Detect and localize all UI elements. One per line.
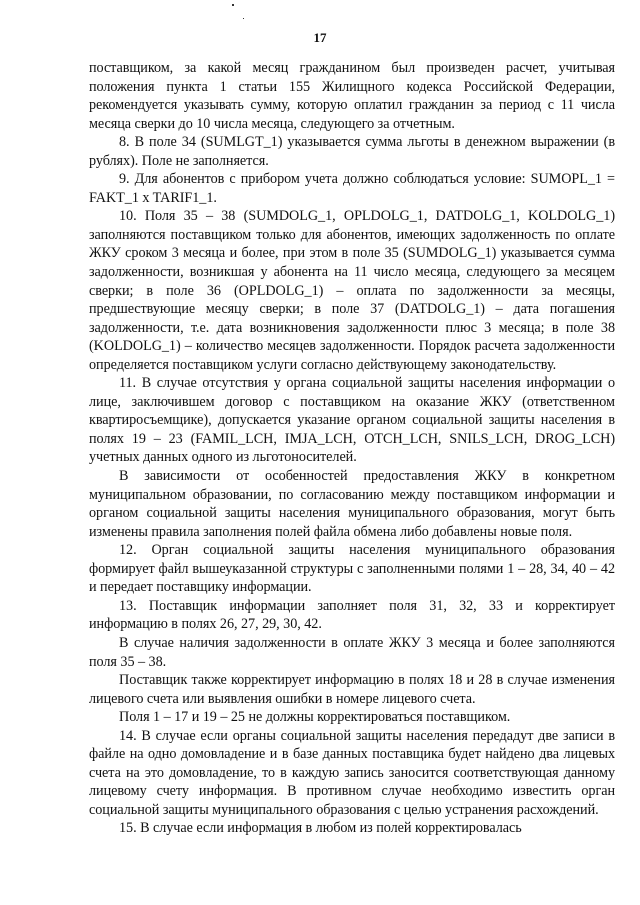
paragraph: В зависимости от особенностей предоставления ЖКУ в конкретном муниципальном образовании, по согласованию между поставщиком информации и органом социальной защиты населения муниципального образования, могут быть изменены правила заполнения полей файла обмена либо добавлены новые поля. — [89, 468, 615, 540]
paragraph: 15. В случае если информация в любом из полей корректировалась — [119, 820, 522, 837]
paragraph: 8. В поле 34 (SUMLGT_1) указывается сумма льготы в денежном выражении (в рублях). Поле не заполняется. — [89, 134, 615, 169]
scan-dot — [243, 18, 244, 19]
paragraph: Поставщик также корректирует информацию в полях 18 и 28 в случае изменения лицевого счета или выявления ошибки в номере лицевого счета. — [89, 672, 615, 707]
paragraph: 11. В случае отсутствия у органа социальной защиты населения информации о лице, заключившем договор с поставщиком на оказание ЖКУ (ответственном квартиросъемщике), допускается указание органом социальной защиты населения в полях 19 – 23 (FAMIL_LCH, IMJA_LCH, OTCH_LCH, SNILS_LCH, DROG_LCH) учетных данных одного из льготоносителей. — [89, 375, 615, 466]
scan-dot — [232, 4, 234, 6]
paragraph: 12. Орган социальной защиты населения муниципального образования формирует файл вышеуказанной структуры с заполненными полями 1 – 28, 34, 40 – 42 и передает поставщику информации. — [89, 542, 615, 596]
document-body — [89, 59, 615, 838]
paragraph: поставщиком, за какой месяц гражданином был произведен расчет, учитывая положения пункта 1 статьи 155 Жилищного кодекса Российской Федерации, рекомендуется указывать сумму, которую оплатил гражданин за период с 11 числа месяца сверки до 10 числа месяца, следующего за отчетным. — [89, 60, 615, 132]
page-number: 17 — [313, 30, 327, 45]
paragraph: Поля 1 – 17 и 19 – 25 не должны корректироваться поставщиком. — [119, 709, 511, 726]
paragraph: В случае наличия задолженности в оплате ЖКУ 3 месяца и более заполняются поля 35 – 38. — [89, 634, 615, 670]
paragraph: 10. Поля 35 – 38 (SUMDOLG_1, OPLDOLG_1, DATDOLG_1, KOLDOLG_1) заполняются поставщиком только для абонентов, имеющих задолженность по оплате ЖКУ сроком 3 месяца и более, при этом в поле 35 (SUMDOLG_1) указывается сумма задолженности, возникшая у абонента на 11 число месяца, следующего за месяцем сверки; в поле 36 (OPLDOLG_1) – оплата по задолженности за месяцы, предшествующие месяцу сверки; в поле 37 (DATDOLG_1) – дата погашения задолженности, т.е. дата возникновения задолженности плюс 3 месяца; в поле 38 (KOLDOLG_1) – количество месяцев задолженности. Порядок расчета задолженности определяется поставщиком услуги согласно действующему законодательству. — [89, 208, 615, 373]
paragraph: 13. Поставщик информации заполняет поля 31, 32, 33 и корректирует информацию в полях 26, 27, 29, 30, 42. — [89, 597, 615, 633]
paragraph: 14. В случае если органы социальной защиты населения передадут две записи в файле на одно домовладение и в базе данных поставщика будет найдено два лицевых счета на это домовладение, то в каждую запись заносится соответствующая данному лицевому счету информация. В противном случае необходимо известить орган социальной защиты муниципального образования с целью устранения расхождений. — [89, 727, 615, 818]
paragraph: 9. Для абонентов с прибором учета должно соблюдаться условие: SUMOPL_1 = FAKT_1 x TARIF1_1. — [89, 171, 615, 206]
